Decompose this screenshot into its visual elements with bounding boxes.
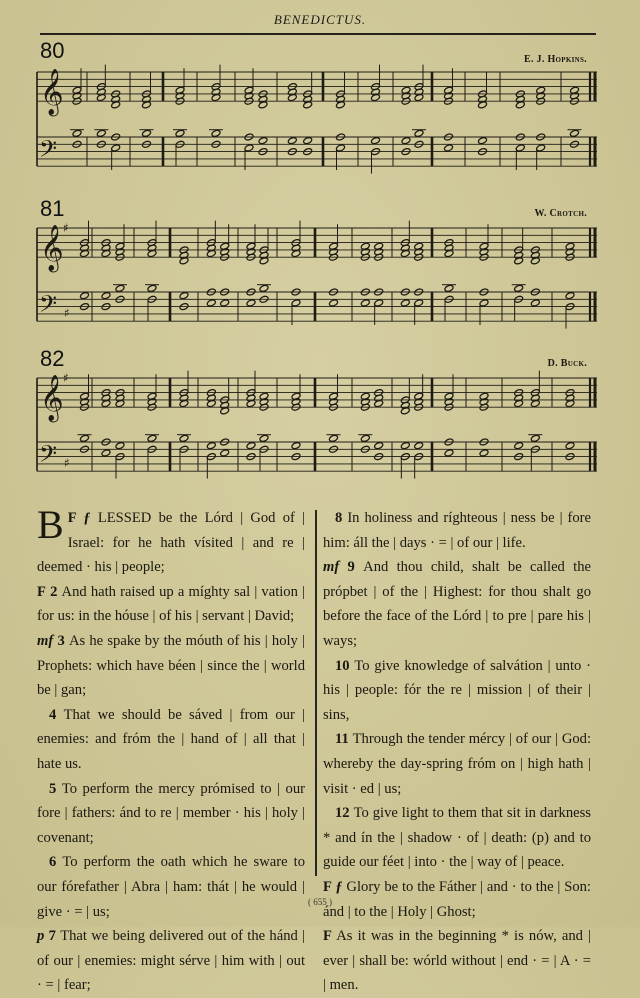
note-head	[414, 442, 424, 450]
note-head	[479, 449, 489, 457]
treble-clef-icon: 𝄞	[40, 69, 64, 116]
dynamic-marking: F ƒ	[323, 878, 343, 895]
sharp-icon: ♯	[64, 305, 70, 320]
dynamic-marking: F	[323, 928, 332, 945]
note-head	[179, 434, 189, 442]
verse-text: To give light to them that sit in darkness * and ín the | shadow · of | death: (p) and to guide our féet | into · the | way of | peace.	[323, 805, 591, 871]
note-head	[374, 442, 384, 450]
running-head: BENEDICTUS.	[273, 12, 367, 27]
treble-clef-icon: 𝄞	[40, 225, 64, 272]
column-divider	[315, 510, 317, 876]
note-head	[291, 442, 301, 450]
tune-number-81: 81	[40, 196, 65, 221]
verse-text: That we being delivered out of the hánd | of our | enemies: might sérve | him with | out · = | fear;	[37, 928, 306, 994]
verse-text: As he spake by the móuth of his | holy | Prophets: which have béen | since the | world be | gan;	[37, 632, 305, 699]
bass-clef-icon: 𝄢	[39, 439, 58, 473]
verse-text: And thou child, shalt be called the própbet | of the | Highest: for thou shalt go before the face of the Lórd | to pre | pare his | ways;	[323, 559, 591, 649]
staff-group	[37, 378, 597, 471]
verse-text: Through the tender mércy | of our | God: whereby the day-spring fróm on | high hath | visit · ed | us;	[323, 731, 592, 797]
page-number: ( 655 )	[308, 897, 332, 907]
verse-text: To perform the mercy prómised to | our fore | fathers: ánd to re | member · his | holy | covenant;	[37, 780, 305, 846]
drop-cap: B	[37, 502, 64, 547]
composer-initials: W.	[534, 208, 547, 219]
verse-text: Glory be to the Fáther | and · to the | Son: ánd | to the | Holy | Ghost;	[323, 878, 591, 920]
note-head	[206, 442, 216, 450]
note-head	[400, 442, 410, 450]
text-column-left	[37, 502, 306, 998]
verse-text: In holiness and ríghteous | ness be | fore him: áll the | days · = | of our | life.	[323, 510, 591, 551]
note-head	[147, 434, 157, 442]
verse-number: 5	[49, 780, 62, 797]
verse-text: LESSED be the Lórd | God of | Israel: for he hath vísited | and re | deemed · his | people;	[37, 510, 305, 576]
verse-number: 6	[49, 854, 63, 871]
composer-surname: Crotch.	[549, 208, 587, 219]
dynamic-marking: mf	[37, 632, 54, 649]
verse-number: 2	[50, 583, 62, 600]
verse	[323, 924, 591, 998]
text-column-right	[323, 506, 591, 998]
verse-number: 10	[335, 657, 355, 674]
verse-number: 3	[57, 632, 69, 649]
note-head	[101, 449, 111, 457]
verse-text: And hath raised up a míghty sal | vation | for us: in the hóuse | of his | servant | David;	[37, 583, 305, 625]
note-head	[514, 442, 524, 450]
composer-surname: Hopkins.	[547, 54, 587, 65]
bass-clef-icon: 𝄢	[39, 289, 58, 323]
tune-number-80: 80	[40, 38, 65, 63]
verse	[37, 924, 305, 998]
verse-number: 9	[347, 559, 364, 576]
note-head	[360, 434, 370, 442]
verse	[37, 502, 305, 580]
composer-initials: D.	[547, 358, 558, 369]
note-head	[565, 442, 575, 450]
composer-initials: E. J.	[523, 54, 545, 65]
note-head	[259, 434, 269, 442]
verse	[37, 703, 305, 777]
verse	[323, 506, 591, 555]
verse	[323, 801, 591, 875]
verse	[37, 629, 305, 703]
note-head	[530, 434, 540, 442]
verse-text: That we should be sáved | from our | enemies: and fróm the | hand of | all that | hate us.	[37, 706, 305, 772]
verse	[323, 555, 591, 653]
verse	[37, 850, 305, 924]
note-head	[246, 442, 256, 450]
dynamic-marking: p	[37, 928, 45, 945]
verse-text: To perform the oath which he sware to our fórefather | Abra | ham: thát | he would | give · = | us;	[37, 854, 305, 920]
verse-text: To give knowledge of salvátion | unto · his | people: fór the re | mission | of their | sins,	[323, 657, 591, 723]
verse-number: 11	[335, 731, 353, 748]
dynamic-marking: F ƒ	[67, 510, 91, 526]
tune-number-82: 82	[40, 346, 65, 371]
verse-text: As it was in the beginning * is nów, and | ever | shall be: wórld without | end · = | A · = | men.	[323, 928, 591, 994]
note-head	[115, 442, 125, 450]
verse	[323, 727, 591, 801]
sharp-icon: ♯	[63, 221, 69, 235]
verse	[323, 654, 591, 728]
composer-surname: Buck.	[560, 358, 587, 369]
verse-number: 4	[49, 706, 64, 723]
sharp-icon: ♯	[63, 371, 69, 385]
note-head	[444, 449, 454, 457]
dynamic-marking: F	[37, 583, 46, 600]
verse-number: 8	[335, 510, 348, 526]
treble-clef-icon: 𝄞	[40, 375, 64, 422]
verse-number: 12	[335, 805, 354, 822]
verse	[37, 777, 305, 851]
note-head	[329, 434, 339, 442]
dynamic-marking: mf	[323, 559, 340, 576]
bass-clef-icon: 𝄢	[39, 134, 58, 168]
note-head	[220, 449, 230, 457]
sharp-icon: ♯	[64, 455, 70, 470]
verse-number: 7	[48, 928, 61, 945]
note-head	[80, 434, 90, 442]
verse	[37, 580, 305, 629]
